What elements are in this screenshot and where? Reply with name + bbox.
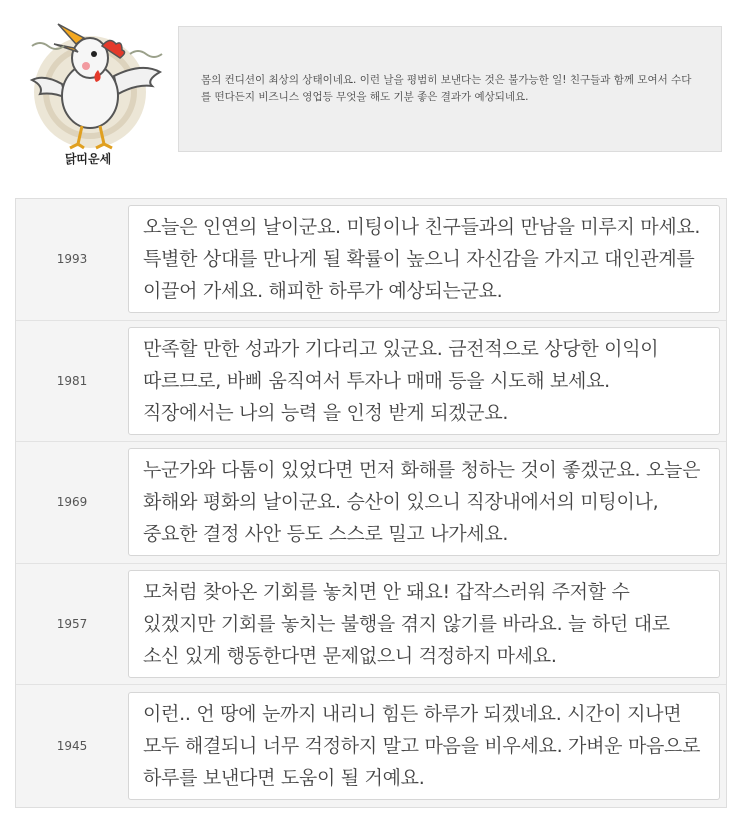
summary-box xyxy=(178,26,722,152)
fortune-text-box xyxy=(128,448,720,556)
fortune-text-box xyxy=(128,327,720,435)
fortune-text: 만족할 만한 성과가 기다리고 있군요. 금전적으로 상당한 이익이 따르므로, 바삐 움직여서 투자나 매매 등을 시도해 보세요. 직장에서는 나의 능력 을 인정 받게 되겠군요. xyxy=(143,337,659,424)
table-row xyxy=(16,321,726,443)
table-row xyxy=(16,685,726,807)
birth-year: 1993 xyxy=(56,252,88,267)
birth-year: 1945 xyxy=(56,739,88,754)
fortune-text: 모처럼 찾아온 기회를 놓치면 안 돼요! 갑작스러워 주저할 수 있겠지만 기회를 놓치는 불행을 겪지 않기를 바라요. 늘 하던 대로 소신 있게 행동한다면 문제없으니 걱정하지 마세요. xyxy=(143,581,670,668)
birth-year: 1957 xyxy=(56,617,88,632)
fortune-table xyxy=(15,198,727,808)
fortune-text: 오늘은 인연의 날이군요. 미팅이나 친구들과의 만남을 미루지 마세요. 특별한 상대를 만나게 될 확률이 높으니 자신감을 가지고 대인관계를 이끌어 가세요. 해피한 하루가 예상되는군요. xyxy=(143,216,701,303)
zodiac-label: 닭띠운세 xyxy=(64,152,112,166)
birth-year: 1969 xyxy=(56,495,88,510)
summary-text: 몸의 컨디션이 최상의 상태이네요. 이런 날을 평범히 보낸다는 것은 불가능한 일! 친구들과 함께 모여서 수다를 떤다든지 비즈니스 영업등 무엇을 해도 기분 좋은 결과가 예상되네요. xyxy=(201,74,692,103)
fortune-text-box xyxy=(128,692,720,800)
fortune-text-box xyxy=(128,570,720,678)
table-row xyxy=(16,564,726,686)
birth-year: 1981 xyxy=(56,373,88,388)
fortune-text-box xyxy=(128,205,720,313)
fortune-text: 이런.. 언 땅에 눈까지 내리니 힘든 하루가 되겠네요. 시간이 지나면 모두 해결되니 너무 걱정하지 말고 마음을 비우세요. 가벼운 마음으로 하루를 보낸다면 도움이 될 거예요. xyxy=(143,703,701,790)
table-row xyxy=(16,442,726,564)
fortune-text: 누군가와 다툼이 있었다면 먼저 화해를 청하는 것이 좋겠군요. 오늘은 화해와 평화의 날이군요. 승산이 있으니 직장내에서의 미팅이나, 중요한 결정 사안 등도 스스로 밀고 나가세요. xyxy=(143,459,701,546)
table-row xyxy=(16,199,726,321)
